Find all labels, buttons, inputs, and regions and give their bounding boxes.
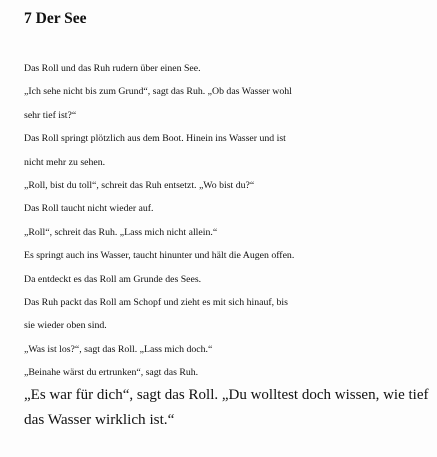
text-line: Da entdeckt es das Roll am Grunde des Sees.	[24, 273, 202, 285]
text-line: „Roll, bist du toll“, schreit das Ruh entsetzt. „Wo bist du?“	[24, 179, 255, 191]
text-line: Es springt auch ins Wasser, taucht hinunter und hält die Augen offen.	[24, 250, 295, 262]
text-line: Das Roll taucht nicht wieder auf.	[24, 203, 154, 215]
text-line: nicht mehr zu sehen.	[24, 156, 106, 168]
text-line: „Beinahe wärst du ertrunken“, sagt das Ruh.	[24, 367, 199, 379]
text-line: Das Roll springt plötzlich aus dem Boot. Hinein ins Wasser und ist	[24, 133, 286, 145]
text-line: Das Ruh packt das Roll am Schopf und zieht es mit sich hinauf, bis	[24, 296, 288, 308]
story-text	[24, 57, 429, 431]
text-line: „Es war für dich“, sagt das Roll. „Du wolltest doch wissen, wie tief	[24, 387, 429, 404]
chapter-title: 7 Der See	[24, 10, 87, 27]
text-line: „Was ist los?“, sagt das Roll. „Lass mich doch.“	[24, 343, 213, 355]
text-line: „Ich sehe nicht bis zum Grund“, sagt das Ruh. „Ob das Wasser wohl	[24, 86, 292, 98]
text-line: sie wieder oben sind.	[24, 320, 107, 332]
text-line: sehr tief ist?“	[24, 109, 77, 121]
text-line: „Roll“, schreit das Ruh. „Lass mich nicht allein.“	[24, 226, 218, 238]
text-line: Das Roll und das Ruh rudern über einen See.	[24, 63, 201, 74]
text-line: das Wasser wirklich ist.“	[24, 410, 175, 428]
